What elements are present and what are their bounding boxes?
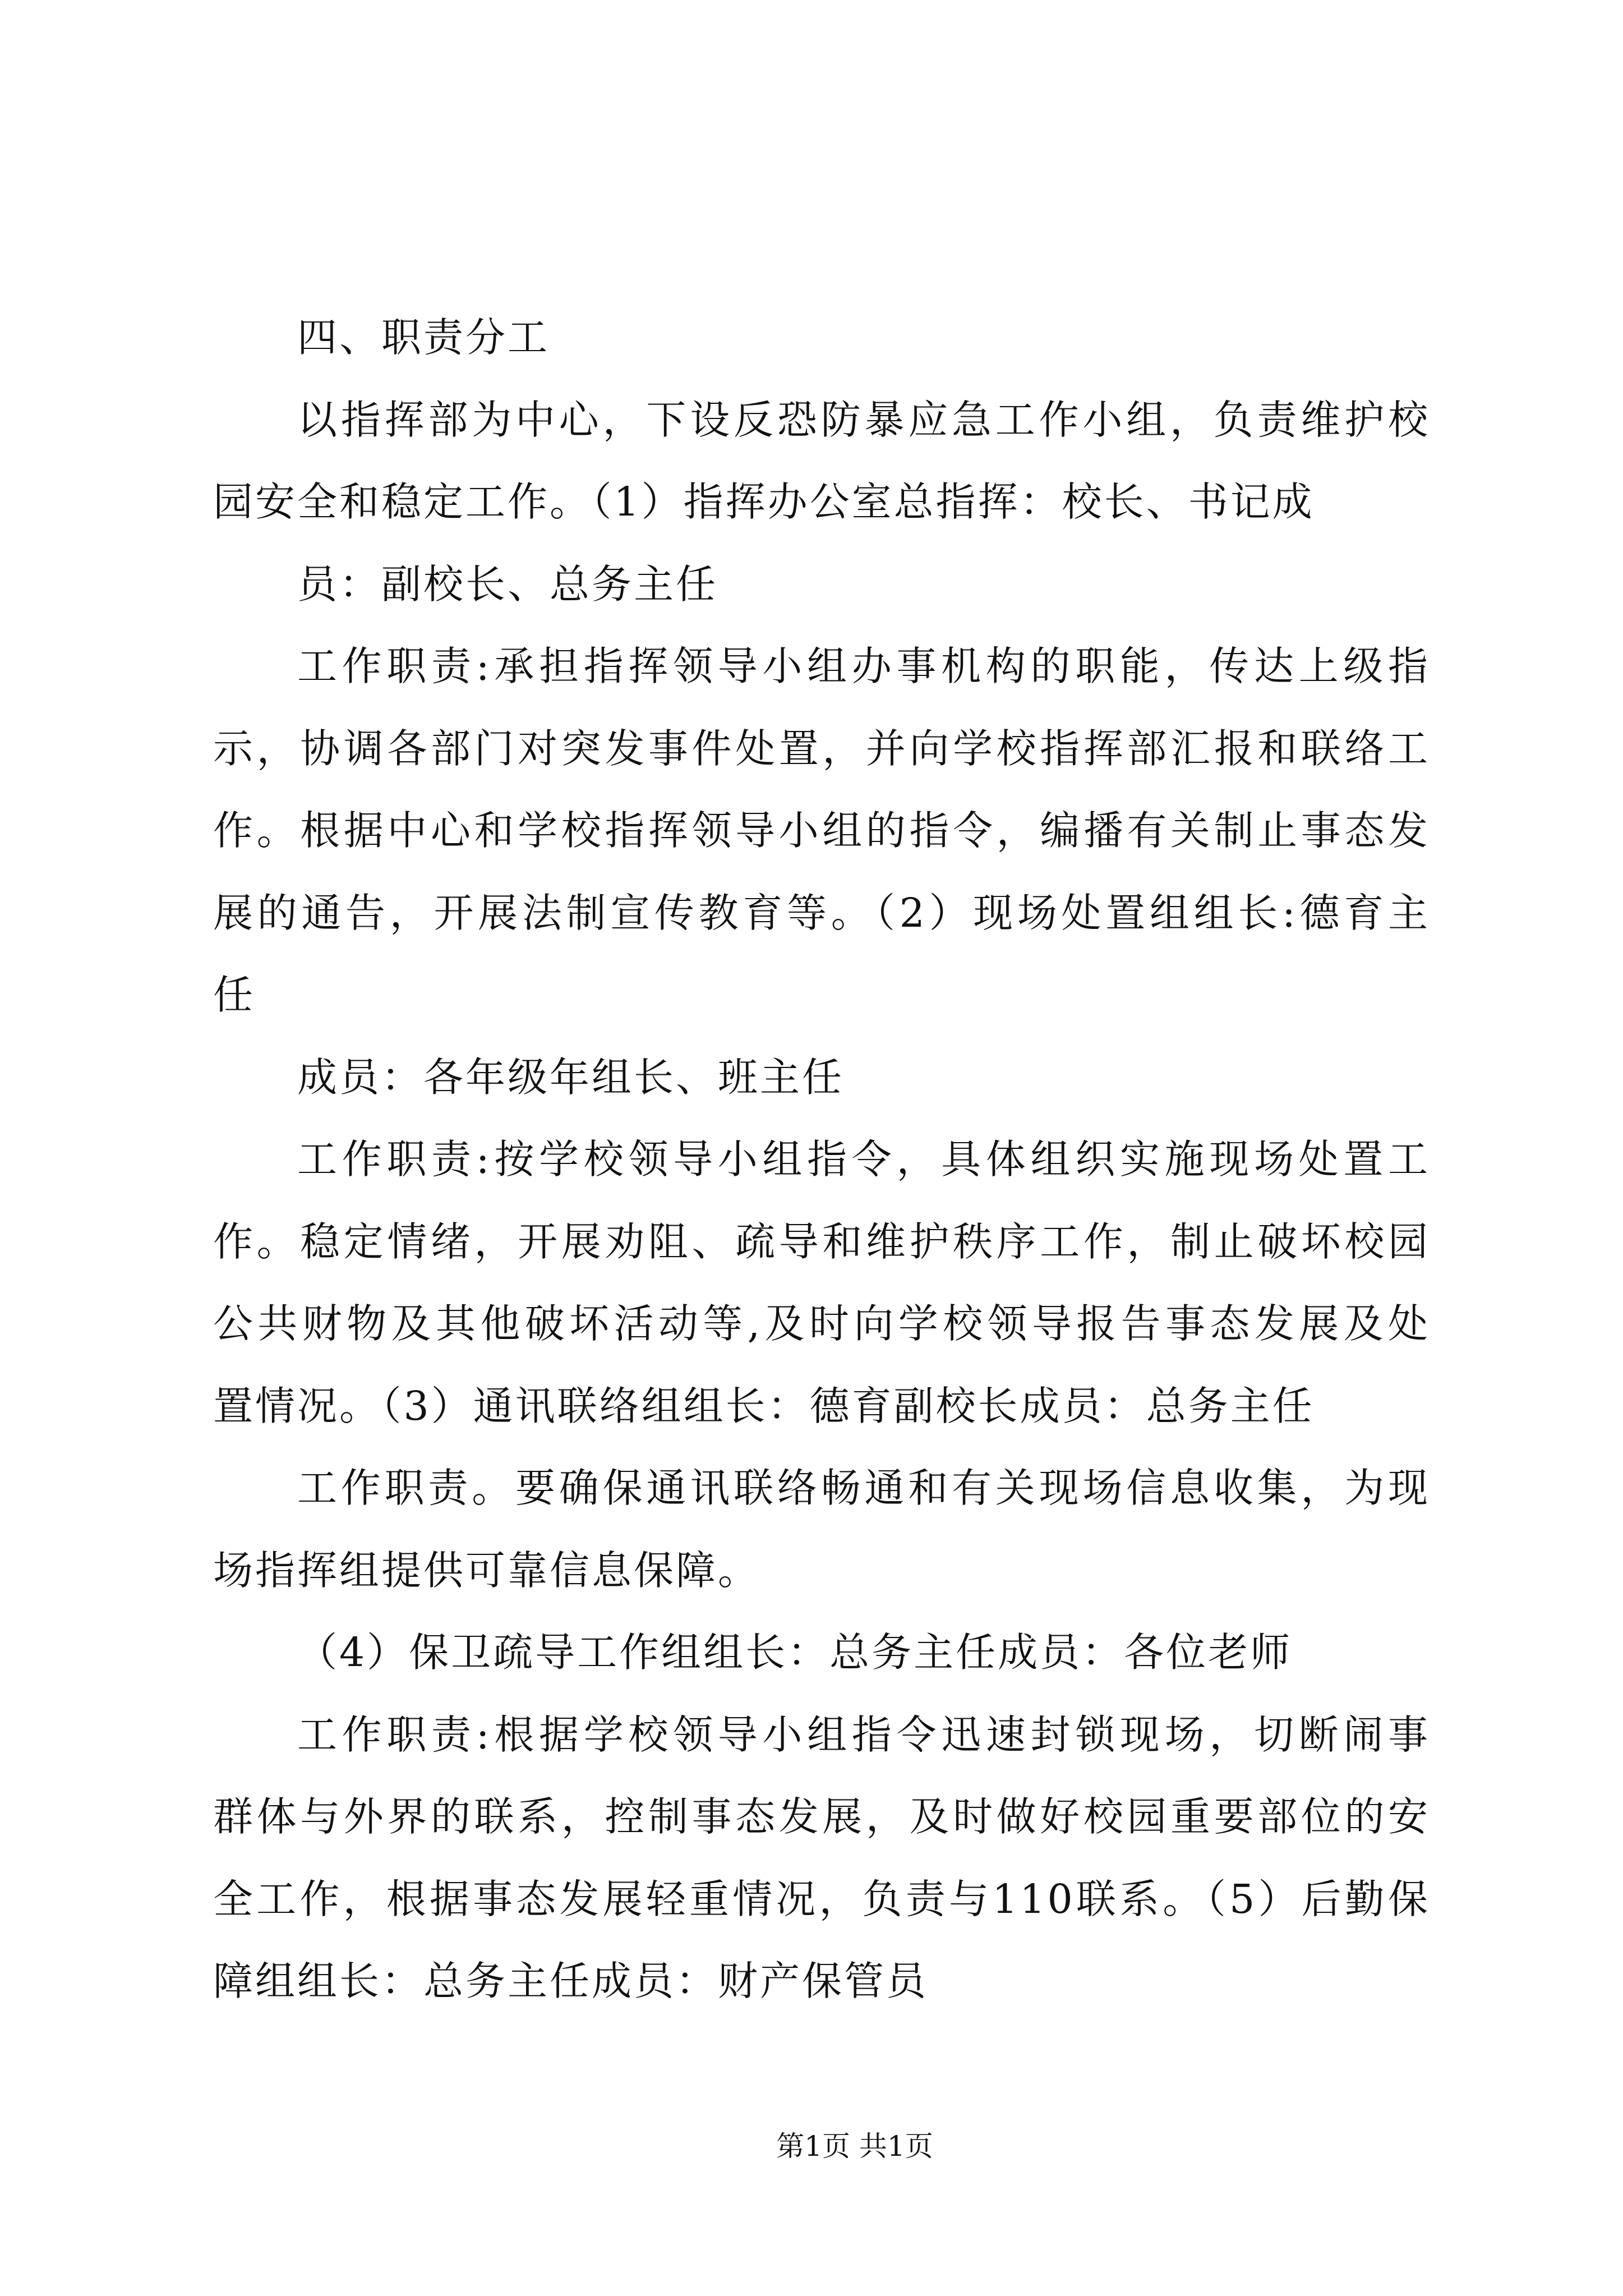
text-line: 工作职责:承担指挥领导小组办事机构的职能，传达上级指	[297, 643, 1430, 689]
text-line: 群体与外界的联系，控制事态发展，及时做好校园重要部位的安	[213, 1793, 1430, 1840]
page-footer: 第1页 共1页	[776, 2130, 933, 2162]
text-line: 工作职责。要确保通讯联络畅通和有关现场信息收集，为现	[297, 1465, 1430, 1511]
text-line: 障组组长：总务主任成员：财产保管员	[213, 1958, 929, 2004]
section-heading: 四、职责分工	[297, 314, 550, 361]
text-line: 场指挥组提供可靠信息保障。	[213, 1547, 760, 1594]
text-line: 全工作，根据事态发展轻重情况，负责与110联系。（5）后勤保	[213, 1875, 1430, 1922]
text-line: 任	[213, 972, 256, 1018]
text-line: 工作职责:根据学校领导小组指令迅速封锁现场，切断闹事	[297, 1711, 1430, 1758]
document-body	[213, 297, 1430, 2023]
text-line: 成员：各年级年组长、班主任	[297, 1053, 845, 1101]
text-line: （4）保卫疏导工作组组长：总务主任成员：各位老师	[297, 1629, 1293, 1676]
text-line: 工作职责:按学校领导小组指令，具体组织实施现场处置工	[297, 1136, 1430, 1182]
text-line: 作。稳定情绪，开展劝阻、疏导和维护秩序工作，制止破坏校园	[213, 1218, 1430, 1265]
text-line: 以指挥部为中心，下设反恐防暴应急工作小组，负责维护校	[297, 396, 1430, 443]
text-line: 园安全和稳定工作。（1）指挥办公室总指挥：校长、书记成	[213, 478, 1315, 525]
text-line: 公共财物及其他破坏活动等,及时向学校领导报告事态发展及处	[213, 1300, 1430, 1347]
text-line: 置情况。（3）通讯联络组组长：德育副校长成员：总务主任	[213, 1382, 1315, 1429]
text-line: 员：副校长、总务主任	[297, 560, 718, 608]
text-line: 示，协调各部门对突发事件处置，并向学校指挥部汇报和联络工	[213, 725, 1430, 772]
text-line: 展的通告，开展法制宣传教育等。（2）现场处置组组长:德育主	[213, 889, 1430, 936]
text-line: 作。根据中心和学校指挥领导小组的指令，编播有关制止事态发	[213, 807, 1430, 854]
